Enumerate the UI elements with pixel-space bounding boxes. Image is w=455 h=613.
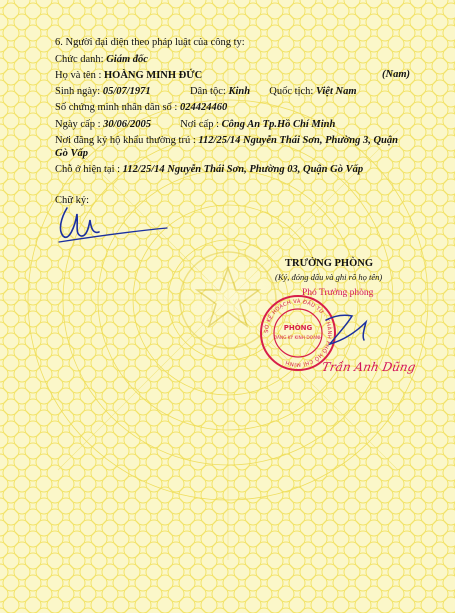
nationality-label: Quốc tịch:	[269, 86, 314, 97]
issue-date-label: Ngày cấp :	[55, 119, 101, 130]
full-name-label: Họ và tên :	[55, 70, 102, 81]
dob-value: 05/07/1971	[102, 86, 151, 97]
ethnic-label: Dân tộc:	[189, 86, 226, 97]
id-card-row	[55, 101, 227, 114]
id-card-label: Số chứng minh nhân dân số :	[55, 102, 178, 113]
position-label: Chức danh:	[55, 54, 104, 65]
stamp-center-line2: ĐĂNG KÝ KINH DOANH	[273, 336, 323, 341]
current-address-value: 112/25/14 Nguyễn Thái Sơn, Phường 03, Quận Gò Vấp	[122, 164, 364, 175]
section-heading: 6. Người đại diện theo pháp luật của công ty:	[55, 37, 245, 48]
stamp-ring-text: SỞ KẾ HOẠCH VÀ ĐẦU TƯ · THÀNH PHỐ HỒ CHÍ MINH	[263, 298, 333, 368]
issue-date-value: 30/06/2005	[103, 119, 151, 130]
current-address-row	[55, 163, 363, 176]
dob-label: Sinh ngày:	[55, 86, 101, 97]
issue-place-label: Nơi cấp :	[180, 119, 219, 130]
ethnic-value: Kinh	[228, 86, 251, 97]
registered-address-row	[55, 134, 400, 160]
issue-place-value: Công An Tp.Hồ Chí Minh	[221, 119, 336, 130]
representative-signature	[55, 200, 170, 255]
issue-row	[55, 118, 335, 131]
id-card-value: 024424460	[179, 102, 228, 113]
position-row	[55, 53, 148, 66]
registered-address-label: Nơi đăng ký hộ khẩu thường trú :	[55, 135, 196, 146]
signer-name: Trần Anh Dũng	[320, 360, 417, 374]
stamp-center-line1: PHÒNG	[283, 324, 313, 332]
registered-address-value: 112/25/14 Nguyễn Thái Sơn, Phường 3, Quận Gò Vấp	[55, 135, 398, 159]
birth-row	[55, 85, 357, 98]
full-name-value: HOÀNG MINH ĐỨC	[104, 70, 203, 81]
authority-note: (Ký, đóng dấu và ghi rõ họ tên)	[275, 272, 383, 282]
head-signature	[322, 306, 392, 354]
gender-value: (Nam)	[382, 69, 410, 80]
signature-label: Chữ ký:	[55, 195, 89, 206]
authority-title: TRƯỞNG PHÒNG	[285, 258, 373, 269]
deputy-title: Phó Trưởng phòng	[302, 288, 374, 298]
nationality-value: Việt Nam	[315, 86, 357, 97]
current-address-label: Chỗ ở hiện tại :	[55, 164, 121, 175]
full-name-row	[55, 69, 202, 82]
position-value: Giám đốc	[106, 54, 148, 65]
